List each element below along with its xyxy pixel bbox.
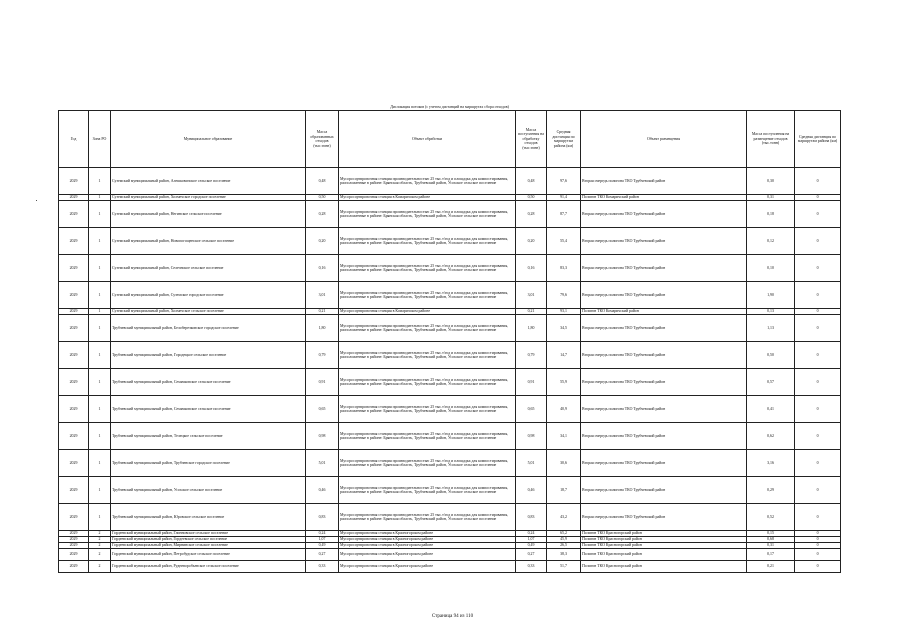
cell-year: 2029: [59, 168, 89, 195]
cell-avg-distance-disposal: 0: [795, 561, 841, 573]
header-avg-distance-processing: Средняя дистанция по маршрутам района (км): [547, 111, 581, 168]
cell-avg-distance-disposal: 0: [795, 531, 841, 537]
cell-zone: 2: [89, 531, 111, 537]
table-row: [59, 282, 841, 309]
header-avg-distance-disposal: Средняя дистанция по маршрутам района (км): [795, 111, 841, 168]
cell-mass-to-processing: 0,83: [516, 504, 547, 531]
cell-processing-object: Мусоросортировочная станция производительностью 25 тыс.т/год и площадка для компостирования, расположенные в районе: Брянская область, Трубчевский район, Усохское сельское поселение: [339, 423, 516, 450]
header-disposal-object: Объект размещения: [581, 111, 747, 168]
cell-mass-to-disposal: 0,62: [747, 423, 795, 450]
cell-avg-distance-disposal: 0: [795, 396, 841, 423]
flow-table-sheet: [58, 104, 840, 573]
table-row: [59, 201, 841, 228]
cell-disposal-object: Вторая очередь полигона ТКО Трубчевский район: [581, 282, 747, 309]
cell-mass-to-disposal: 0,30: [747, 168, 795, 195]
cell-year: 2029: [59, 396, 89, 423]
table-row: [59, 423, 841, 450]
cell-avg-distance-disposal: 0: [795, 504, 841, 531]
cell-disposal-object: Полигон ТКО Красногорский район: [581, 543, 747, 549]
cell-mass-generated: 5,01: [306, 450, 339, 477]
cell-municipality: Трубчевский муниципальный район, Юровское сельское поселение: [111, 504, 306, 531]
cell-processing-object: Мусоросортировочная станция в Красногорском районе: [339, 531, 516, 537]
cell-mass-generated: 0,50: [306, 195, 339, 201]
cell-processing-object: Мусоросортировочная станция в Комаричском районе: [339, 195, 516, 201]
cell-mass-to-processing: 0,98: [516, 423, 547, 450]
cell-year: 2029: [59, 342, 89, 369]
cell-mass-to-processing: 0,65: [516, 396, 547, 423]
cell-avg-distance-processing: 26,5: [547, 543, 581, 549]
cell-mass-to-disposal: 3,16: [747, 450, 795, 477]
cell-mass-to-disposal: 0,13: [747, 309, 795, 315]
cell-mass-to-processing: 0,24: [516, 531, 547, 537]
cell-disposal-object: Вторая очередь полигона ТКО Трубчевский район: [581, 504, 747, 531]
cell-zone: 1: [89, 396, 111, 423]
cell-municipality: Гордеевский муниципальный район, Рудневоробьевское сельское поселение: [111, 561, 306, 573]
cell-avg-distance-disposal: 0: [795, 309, 841, 315]
cell-mass-to-processing: 1,80: [516, 315, 547, 342]
cell-zone: 1: [89, 450, 111, 477]
cell-year: 2029: [59, 549, 89, 561]
cell-disposal-object: Полигон ТКО Красногорский район: [581, 561, 747, 573]
cell-disposal-object: Полигон ТКО Красногорский район: [581, 549, 747, 561]
cell-processing-object: Мусоросортировочная станция производительностью 25 тыс.т/год и площадка для компостирования, расположенные в районе: Брянская область, Трубчевский район, Усохское сельское поселение: [339, 228, 516, 255]
cell-avg-distance-disposal: 0: [795, 201, 841, 228]
cell-mass-to-disposal: 0,41: [747, 396, 795, 423]
cell-zone: 1: [89, 477, 111, 504]
cell-zone: 1: [89, 201, 111, 228]
cell-disposal-object: Полигон ТКО Красногорский район: [581, 531, 747, 537]
cell-avg-distance-processing: 87,7: [547, 201, 581, 228]
cell-municipality: Суземский муниципальный район, Новопогощенское сельское поселение: [111, 228, 306, 255]
cell-year: 2029: [59, 504, 89, 531]
table-row: [59, 369, 841, 396]
cell-zone: 1: [89, 282, 111, 309]
cell-avg-distance-disposal: 0: [795, 228, 841, 255]
cell-disposal-object: Вторая очередь полигона ТКО Трубчевский район: [581, 369, 747, 396]
cell-avg-distance-processing: 34,1: [547, 423, 581, 450]
cell-avg-distance-processing: 18,7: [547, 477, 581, 504]
cell-mass-generated: 0,24: [306, 531, 339, 537]
cell-disposal-object: Вторая очередь полигона ТКО Трубчевский район: [581, 396, 747, 423]
cell-mass-generated: 0,91: [306, 369, 339, 396]
cell-avg-distance-processing: 79,6: [547, 282, 581, 309]
cell-municipality: Трубчевский муниципальный район, Городецкое сельское поселение: [111, 342, 306, 369]
cell-zone: 1: [89, 255, 111, 282]
cell-processing-object: Мусоросортировочная станция в Красногорском районе: [339, 561, 516, 573]
cell-processing-object: Мусоросортировочная станция производительностью 25 тыс.т/год и площадка для компостирования, расположенные в районе: Брянская область, Трубчевский район, Усохское сельское поселение: [339, 504, 516, 531]
cell-processing-object: Мусоросортировочная станция производительностью 25 тыс.т/год и площадка для компостирования, расположенные в районе: Брянская область, Трубчевский район, Усохское сельское поселение: [339, 201, 516, 228]
cell-year: 2029: [59, 450, 89, 477]
cell-year: 2029: [59, 531, 89, 537]
cell-processing-object: Мусоросортировочная станция производительностью 25 тыс.т/год и площадка для компостирования, расположенные в районе: Брянская область, Трубчевский район, Усохское сельское поселение: [339, 168, 516, 195]
cell-mass-generated: 0,16: [306, 255, 339, 282]
cell-processing-object: Мусоросортировочная станция в Комаричском районе: [339, 309, 516, 315]
cell-mass-to-processing: 1,07: [516, 537, 547, 543]
header-mass-to-processing: Масса поступления на обработку отходов (тыс.тонн): [516, 111, 547, 168]
cell-mass-to-disposal: 0,68: [747, 537, 795, 543]
cell-municipality: Суземский муниципальный район, Холмечское сельское поселение: [111, 309, 306, 315]
cell-disposal-object: Вторая очередь полигона ТКО Трубчевский район: [581, 450, 747, 477]
cell-disposal-object: Вторая очередь полигона ТКО Трубчевский район: [581, 315, 747, 342]
cell-mass-generated: 0,65: [306, 396, 339, 423]
cell-avg-distance-processing: 30,6: [547, 450, 581, 477]
cell-avg-distance-disposal: 0: [795, 369, 841, 396]
cell-avg-distance-processing: 43,2: [547, 504, 581, 531]
cell-year: 2029: [59, 561, 89, 573]
cell-mass-to-disposal: 0,15: [747, 531, 795, 537]
cell-disposal-object: Вторая очередь полигона ТКО Трубчевский район: [581, 342, 747, 369]
cell-processing-object: Мусоросортировочная станция производительностью 25 тыс.т/год и площадка для компостирования, расположенные в районе: Брянская область, Трубчевский район, Усохское сельское поселение: [339, 369, 516, 396]
cell-mass-to-disposal: 0,31: [747, 543, 795, 549]
cell-zone: 1: [89, 342, 111, 369]
cell-mass-to-disposal: 0,57: [747, 369, 795, 396]
cell-year: 2029: [59, 255, 89, 282]
cell-mass-to-processing: 0,91: [516, 369, 547, 396]
cell-avg-distance-disposal: 0: [795, 315, 841, 342]
cell-avg-distance-processing: 45,9: [547, 537, 581, 543]
cell-zone: 2: [89, 543, 111, 549]
cell-avg-distance-processing: 55,9: [547, 369, 581, 396]
cell-avg-distance-disposal: 0: [795, 543, 841, 549]
cell-processing-object: Мусоросортировочная станция производительностью 25 тыс.т/год и площадка для компостирования, расположенные в районе: Брянская область, Трубчевский район, Усохское сельское поселение: [339, 255, 516, 282]
cell-mass-to-disposal: 1,13: [747, 315, 795, 342]
cell-mass-generated: 0,83: [306, 504, 339, 531]
cell-processing-object: Мусоросортировочная станция производительностью 25 тыс.т/год и площадка для компостирования, расположенные в районе: Брянская область, Трубчевский район, Усохское сельское поселение: [339, 450, 516, 477]
cell-processing-object: Мусоросортировочная станция производительностью 25 тыс.т/год и площадка для компостирования, расположенные в районе: Брянская область, Трубчевский район, Усохское сельское поселение: [339, 315, 516, 342]
cell-mass-generated: 0,20: [306, 228, 339, 255]
cell-municipality: Трубчевский муниципальный район, Трубчевское городское поселение: [111, 450, 306, 477]
cell-mass-generated: 0,33: [306, 561, 339, 573]
table-row: [59, 504, 841, 531]
cell-disposal-object: Полигон ТКО Комаричский район: [581, 309, 747, 315]
cell-mass-to-processing: 0,28: [516, 201, 547, 228]
cell-mass-to-processing: 0,79: [516, 342, 547, 369]
cell-municipality: Трубчевский муниципальный район, Белоберезковское городское поселение: [111, 315, 306, 342]
cell-avg-distance-disposal: 0: [795, 195, 841, 201]
table-row: [59, 168, 841, 195]
cell-mass-to-disposal: 0,29: [747, 477, 795, 504]
table-row: [59, 396, 841, 423]
cell-mass-generated: 0,48: [306, 168, 339, 195]
cell-avg-distance-disposal: 0: [795, 423, 841, 450]
cell-municipality: Гордеевский муниципальный район, Петробудское сельское поселение: [111, 549, 306, 561]
cell-mass-generated: 1,07: [306, 537, 339, 543]
cell-mass-generated: 0,27: [306, 549, 339, 561]
cell-avg-distance-disposal: 0: [795, 477, 841, 504]
cell-zone: 1: [89, 423, 111, 450]
cell-year: 2029: [59, 195, 89, 201]
cell-municipality: Суземский муниципальный район, Селечнское сельское поселение: [111, 255, 306, 282]
table-row: [59, 342, 841, 369]
cell-mass-generated: 0,21: [306, 309, 339, 315]
cell-mass-to-processing: 0,27: [516, 549, 547, 561]
cell-avg-distance-processing: 83,3: [547, 255, 581, 282]
cell-avg-distance-processing: 34,5: [547, 315, 581, 342]
cell-disposal-object: Полигон ТКО Красногорский район: [581, 537, 747, 543]
cell-mass-generated: 0,49: [306, 543, 339, 549]
cell-avg-distance-processing: 14,7: [547, 342, 581, 369]
cell-municipality: Гордеевский муниципальный район, Глинновское сельское поселение: [111, 531, 306, 537]
cell-mass-to-processing: 0,48: [516, 168, 547, 195]
cell-disposal-object: Вторая очередь полигона ТКО Трубчевский район: [581, 168, 747, 195]
cell-avg-distance-disposal: 0: [795, 255, 841, 282]
table-body: [59, 168, 841, 573]
cell-zone: 1: [89, 195, 111, 201]
cell-mass-to-disposal: 0,18: [747, 201, 795, 228]
cell-mass-to-disposal: 0,17: [747, 549, 795, 561]
cell-processing-object: Мусоросортировочная станция производительностью 25 тыс.т/год и площадка для компостирования, расположенные в районе: Брянская область, Трубчевский район, Усохское сельское поселение: [339, 342, 516, 369]
table-caption: Дислокация потоков (с учетом дистанций на маршрутах сбора отходов): [59, 104, 841, 111]
cell-zone: 2: [89, 537, 111, 543]
cell-mass-to-processing: 0,49: [516, 543, 547, 549]
cell-zone: 2: [89, 549, 111, 561]
cell-avg-distance-disposal: 0: [795, 342, 841, 369]
scan-speck: [36, 200, 37, 201]
cell-year: 2029: [59, 537, 89, 543]
waste-flow-table: [58, 104, 841, 573]
cell-avg-distance-processing: 38,3: [547, 549, 581, 561]
cell-avg-distance-disposal: 0: [795, 282, 841, 309]
cell-disposal-object: Вторая очередь полигона ТКО Трубчевский район: [581, 228, 747, 255]
table-row: [59, 255, 841, 282]
page-number: Страница 94 из 110: [431, 614, 474, 619]
cell-year: 2029: [59, 228, 89, 255]
cell-avg-distance-processing: 97,6: [547, 168, 581, 195]
cell-year: 2029: [59, 309, 89, 315]
cell-processing-object: Мусоросортировочная станция производительностью 25 тыс.т/год и площадка для компостирования, расположенные в районе: Брянская область, Трубчевский район, Усохское сельское поселение: [339, 477, 516, 504]
cell-avg-distance-processing: 93,1: [547, 309, 581, 315]
cell-disposal-object: Вторая очередь полигона ТКО Трубчевский район: [581, 423, 747, 450]
cell-zone: 1: [89, 309, 111, 315]
cell-mass-to-disposal: 0,31: [747, 195, 795, 201]
cell-processing-object: Мусоросортировочная станция производительностью 25 тыс.т/год и площадка для компостирования, расположенные в районе: Брянская область, Трубчевский район, Усохское сельское поселение: [339, 282, 516, 309]
cell-avg-distance-processing: 65,2: [547, 531, 581, 537]
cell-mass-to-disposal: 0,50: [747, 342, 795, 369]
cell-processing-object: Мусоросортировочная станция производительностью 25 тыс.т/год и площадка для компостирования, расположенные в районе: Брянская область, Трубчевский район, Усохское сельское поселение: [339, 396, 516, 423]
cell-mass-to-processing: 0,16: [516, 255, 547, 282]
cell-disposal-object: Вторая очередь полигона ТКО Трубчевский район: [581, 477, 747, 504]
cell-zone: 1: [89, 228, 111, 255]
cell-mass-to-processing: 5,01: [516, 450, 547, 477]
table-row: [59, 315, 841, 342]
cell-mass-to-processing: 0,20: [516, 228, 547, 255]
cell-zone: 1: [89, 369, 111, 396]
cell-avg-distance-disposal: 0: [795, 168, 841, 195]
cell-zone: 1: [89, 315, 111, 342]
cell-avg-distance-processing: 51,7: [547, 561, 581, 573]
cell-disposal-object: Полигон ТКО Комаричский район: [581, 195, 747, 201]
header-mass-to-disposal: Масса поступления на размещение отходов (тыс.тонн): [747, 111, 795, 168]
cell-mass-generated: 1,80: [306, 315, 339, 342]
cell-mass-to-disposal: 0,21: [747, 561, 795, 573]
header-mass-generated: Масса образованных отходов (тыс.тонн): [306, 111, 339, 168]
cell-mass-to-disposal: 0,52: [747, 504, 795, 531]
cell-avg-distance-disposal: 0: [795, 549, 841, 561]
cell-municipality: Трубчевский муниципальный район, Телецкое сельское поселение: [111, 423, 306, 450]
cell-zone: 1: [89, 168, 111, 195]
table-row: [59, 450, 841, 477]
header-year: Год: [59, 111, 89, 168]
cell-municipality: Гордеевский муниципальный район, Мирнинское сельское поселение: [111, 543, 306, 549]
cell-municipality: Суземский муниципальный район, Холмечское городское поселение: [111, 195, 306, 201]
cell-municipality: Суземский муниципальный район, Суземское городское поселение: [111, 282, 306, 309]
cell-year: 2029: [59, 477, 89, 504]
cell-municipality: Трубчевский муниципальный район, Семячковское сельское поселение: [111, 396, 306, 423]
table-row: [59, 228, 841, 255]
cell-mass-generated: 0,46: [306, 477, 339, 504]
cell-mass-generated: 0,98: [306, 423, 339, 450]
cell-avg-distance-disposal: 0: [795, 537, 841, 543]
cell-processing-object: Мусоросортировочная станция в Красногорском районе: [339, 543, 516, 549]
cell-mass-generated: 0,28: [306, 201, 339, 228]
cell-disposal-object: Вторая очередь полигона ТКО Трубчевский район: [581, 201, 747, 228]
cell-mass-generated: 0,79: [306, 342, 339, 369]
cell-year: 2029: [59, 315, 89, 342]
table-row: [59, 477, 841, 504]
cell-avg-distance-processing: 40,9: [547, 396, 581, 423]
cell-processing-object: Мусоросортировочная станция в Красногорском районе: [339, 549, 516, 561]
cell-municipality: Трубчевский муниципальный район, Семячковское сельское поселение: [111, 369, 306, 396]
cell-municipality: Трубчевский муниципальный район, Усохское сельское поселение: [111, 477, 306, 504]
cell-year: 2029: [59, 543, 89, 549]
header-municipality: Муниципальное образование: [111, 111, 306, 168]
cell-avg-distance-disposal: 0: [795, 450, 841, 477]
table-row: [59, 549, 841, 561]
cell-avg-distance-processing: 91,4: [547, 195, 581, 201]
cell-zone: 1: [89, 504, 111, 531]
cell-year: 2029: [59, 369, 89, 396]
cell-mass-to-disposal: 0,10: [747, 255, 795, 282]
header-processing-object: Объект обработки: [339, 111, 516, 168]
cell-processing-object: Мусоросортировочная станция в Красногорском районе: [339, 537, 516, 543]
cell-mass-to-processing: 0,50: [516, 195, 547, 201]
cell-municipality: Суземский муниципальный район, Алешковичское сельское поселение: [111, 168, 306, 195]
header-zone: Зона РО: [89, 111, 111, 168]
cell-mass-to-processing: 0,46: [516, 477, 547, 504]
cell-mass-to-disposal: 1,90: [747, 282, 795, 309]
cell-municipality: Гордеевский муниципальный район, Гордеевское сельское поселение: [111, 537, 306, 543]
cell-mass-to-processing: 0,33: [516, 561, 547, 573]
cell-mass-to-disposal: 0,12: [747, 228, 795, 255]
table-row: [59, 561, 841, 573]
cell-year: 2029: [59, 423, 89, 450]
cell-mass-to-processing: 3,01: [516, 282, 547, 309]
cell-municipality: Суземский муниципальный район, Негинское сельское поселение: [111, 201, 306, 228]
cell-avg-distance-processing: 55,4: [547, 228, 581, 255]
cell-year: 2029: [59, 201, 89, 228]
cell-mass-generated: 3,01: [306, 282, 339, 309]
cell-disposal-object: Вторая очередь полигона ТКО Трубчевский район: [581, 255, 747, 282]
cell-zone: 2: [89, 561, 111, 573]
cell-mass-to-processing: 0,21: [516, 309, 547, 315]
cell-year: 2029: [59, 282, 89, 309]
